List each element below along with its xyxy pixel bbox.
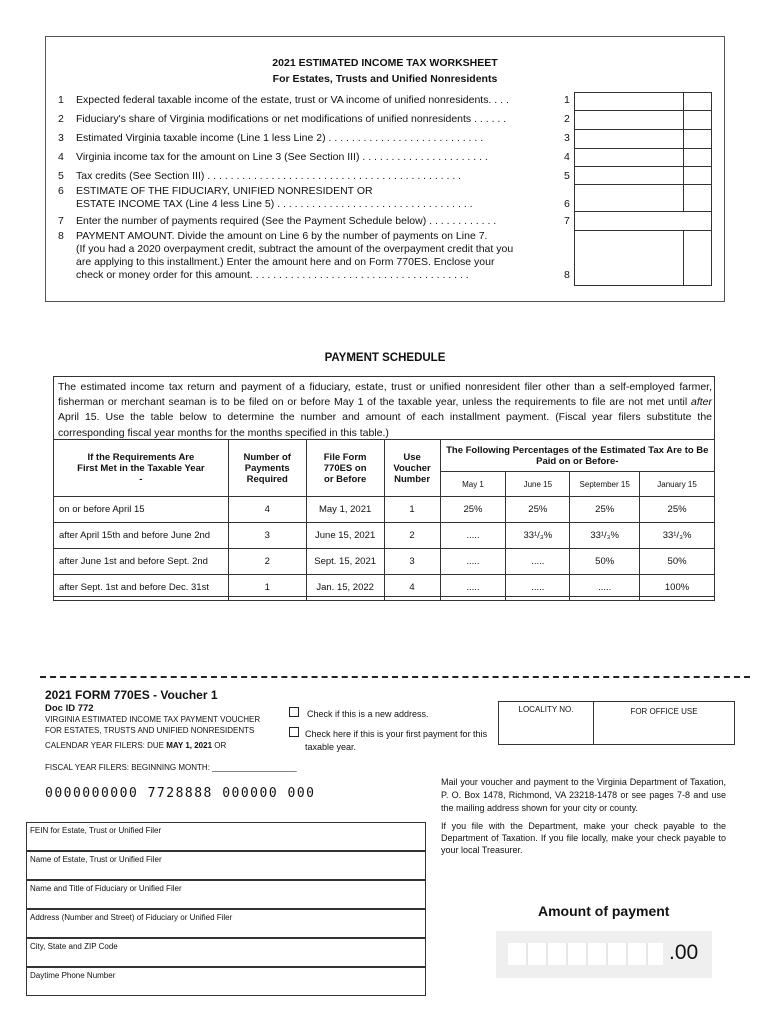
line1-cents-field[interactable] xyxy=(683,92,712,111)
line5-amount-field[interactable] xyxy=(574,166,684,185)
voucher-desc-1: VIRGINIA ESTIMATED INCOME TAX PAYMENT VOUCHER xyxy=(45,715,261,724)
line6-amount-field[interactable] xyxy=(574,184,684,212)
line4-amount-field[interactable] xyxy=(574,148,684,167)
header-voucher: Use Voucher Number xyxy=(384,440,440,497)
header-file-by: File Form 770ES on or Before xyxy=(306,440,384,497)
table-row: after June 1st and before Sept. 2nd 2 Sept. 15, 2021 3 ..... ..... 50% 50% xyxy=(54,549,715,575)
voucher-desc-2: FOR ESTATES, TRUSTS AND UNIFIED NONRESIDENTS xyxy=(45,726,255,735)
fein-field[interactable]: FEIN for Estate, Trust or Unified Filer xyxy=(26,822,426,851)
amount-digit-boxes[interactable] xyxy=(508,943,663,965)
amount-label: Amount of payment xyxy=(538,903,670,919)
scan-line: 0000000000 7728888 000000 000 xyxy=(45,786,316,801)
address-field[interactable]: Address (Number and Street) of Fiduciary or Unified Filer xyxy=(26,909,426,938)
city-state-zip-field[interactable]: City, State and ZIP Code xyxy=(26,938,426,967)
month-header: June 15 xyxy=(506,472,570,497)
payment-schedule-table xyxy=(53,439,715,601)
payment-schedule-title: PAYMENT SCHEDULE xyxy=(324,352,446,364)
table-row: on or before April 15 4 May 1, 2021 1 25% 25% 25% 25% xyxy=(54,497,715,523)
amount-field[interactable] xyxy=(496,931,712,978)
mailing-instructions: Mail your voucher and payment to the Virginia Department of Taxation, P. O. Box 1478, Richmond, VA 23218-1478 or see pages 7-8 and use the mailing address shown for your city or county. xyxy=(441,777,726,813)
voucher-title: 2021 FORM 770ES - Voucher 1 xyxy=(45,688,218,702)
new-address-checkbox[interactable] xyxy=(289,707,299,717)
worksheet-title: 2021 ESTIMATED INCOME TAX WORKSHEET xyxy=(272,57,498,69)
line1-amount-field[interactable] xyxy=(574,92,684,111)
worksheet: 2021 ESTIMATED INCOME TAX WORKSHEET For Estates, Trusts and Unified Nonresidents 1 Expected federal taxable income of the estate, trust or VA income of unified nonresidents. . . . 1 2 Fiduciary's share of Virginia modifications or net modifications of unified nonresidents . . . . . . 2 3 Estimated Virginia taxable income (Line 1 less Line 2) . . . . . . . . . . . . . . . . . . . . . . . . . . . 3 4 Virginia income tax for the amount on Line 3 (See Section III) . . . . . . . . . . . . . . . . . . . . . . 4 5 Tax credits (See Section III) . . . . . . . . . . . . . . . . . . . . . . . . . . . . . . . . . . . . . . . . . . . . 5 6 ESTIMATE OF THE FIDUCIARY, UNIFIED NONRESIDENT OR ESTATE INCOME TAX (Line 4 less Line 5) . . . . . . . . . . . . . . . . . . . . . . . . . . . . . . . . . . 6 7 Enter the number of payments required (See the Payment Schedule below) . . . . . . . . . . . . 7 8 PAYMENT AMOUNT. Divide the amount on Line 6 by the number of payments on Line 7. (If you had a 2020 overpayment credit, subtract the amount of the overpayment credit that you are applying to this installment.) Enter the amount here and on Form 770ES. Enclose your check or money order for this amount. . . . . . . . . . . . . . . . . . . . . . . . . . . . . . . . . . . . . . 8 xyxy=(45,36,725,302)
line2-amount-field[interactable] xyxy=(574,110,684,130)
line8-amount-field[interactable] xyxy=(574,230,684,286)
month-header: May 1 xyxy=(440,472,506,497)
line7-payments-field[interactable] xyxy=(574,211,712,231)
line3-cents-field[interactable] xyxy=(683,129,712,149)
line3-amount-field[interactable] xyxy=(574,129,684,149)
line4-cents-field[interactable] xyxy=(683,148,712,167)
line8-cents-field[interactable] xyxy=(683,230,712,286)
fiscal-year-month: FISCAL YEAR FILERS: BEGINNING MONTH: ___________________ xyxy=(45,763,297,772)
month-header: September 15 xyxy=(570,472,640,497)
estate-name-field[interactable]: Name of Estate, Trust or Unified Filer xyxy=(26,851,426,880)
line2-cents-field[interactable] xyxy=(683,110,712,130)
header-requirements: If the Requirements Are First Met in the Taxable Year - xyxy=(54,440,229,497)
office-use-box: FOR OFFICE USE xyxy=(593,701,735,745)
payment-schedule-intro: The estimated income tax return and payment of a fiduciary, estate, trust or unified nonresident filer other than a self-employed farmer, fisherman or merchant seaman is to be filed on or before May 1 of the taxable year, unless the requirements to file are not met until after April 15. Use the table below to determine the number and amount of each installment payment. (Fiscal year filers substitute the corresponding fiscal year months for the months specified in this table.) xyxy=(58,381,712,439)
fiduciary-name-field[interactable]: Name and Title of Fiduciary or Unified Filer xyxy=(26,880,426,909)
first-payment-label: Check here if this is your first payment for this taxable year. xyxy=(305,729,488,752)
locality-box[interactable]: LOCALITY NO. xyxy=(498,701,594,745)
cut-line xyxy=(40,676,750,678)
first-payment-checkbox[interactable] xyxy=(289,727,299,737)
calendar-due: CALENDAR YEAR FILERS: DUE MAY 1, 2021 OR xyxy=(45,741,227,750)
header-payments: Number of Payments Required xyxy=(228,440,306,497)
doc-id: Doc ID 772 xyxy=(45,703,94,714)
line5-cents-field[interactable] xyxy=(683,166,712,185)
header-percentages: The Following Percentages of the Estimated Tax Are to Be Paid on or Before- xyxy=(440,440,714,472)
payment-schedule xyxy=(53,376,715,597)
worksheet-subtitle: For Estates, Trusts and Unified Nonresidents xyxy=(272,73,498,85)
new-address-label: Check if this is a new address. xyxy=(307,709,429,719)
phone-field[interactable]: Daytime Phone Number xyxy=(26,967,426,996)
amount-cents: .00 xyxy=(669,941,699,964)
month-header: January 15 xyxy=(640,472,715,497)
table-row: after April 15th and before June 2nd 3 June 15, 2021 2 ..... 33¹/₃% 33¹/₃% 33¹/₃% xyxy=(54,523,715,549)
table-row: after Sept. 1st and before Dec. 31st 1 Jan. 15, 2022 4 ..... ..... ..... 100% xyxy=(54,575,715,601)
payable-instructions: If you file with the Department, make your check payable to the Department of Taxation. If you file locally, make your check payable to your local Treasurer. xyxy=(441,821,726,855)
line6-cents-field[interactable] xyxy=(683,184,712,212)
